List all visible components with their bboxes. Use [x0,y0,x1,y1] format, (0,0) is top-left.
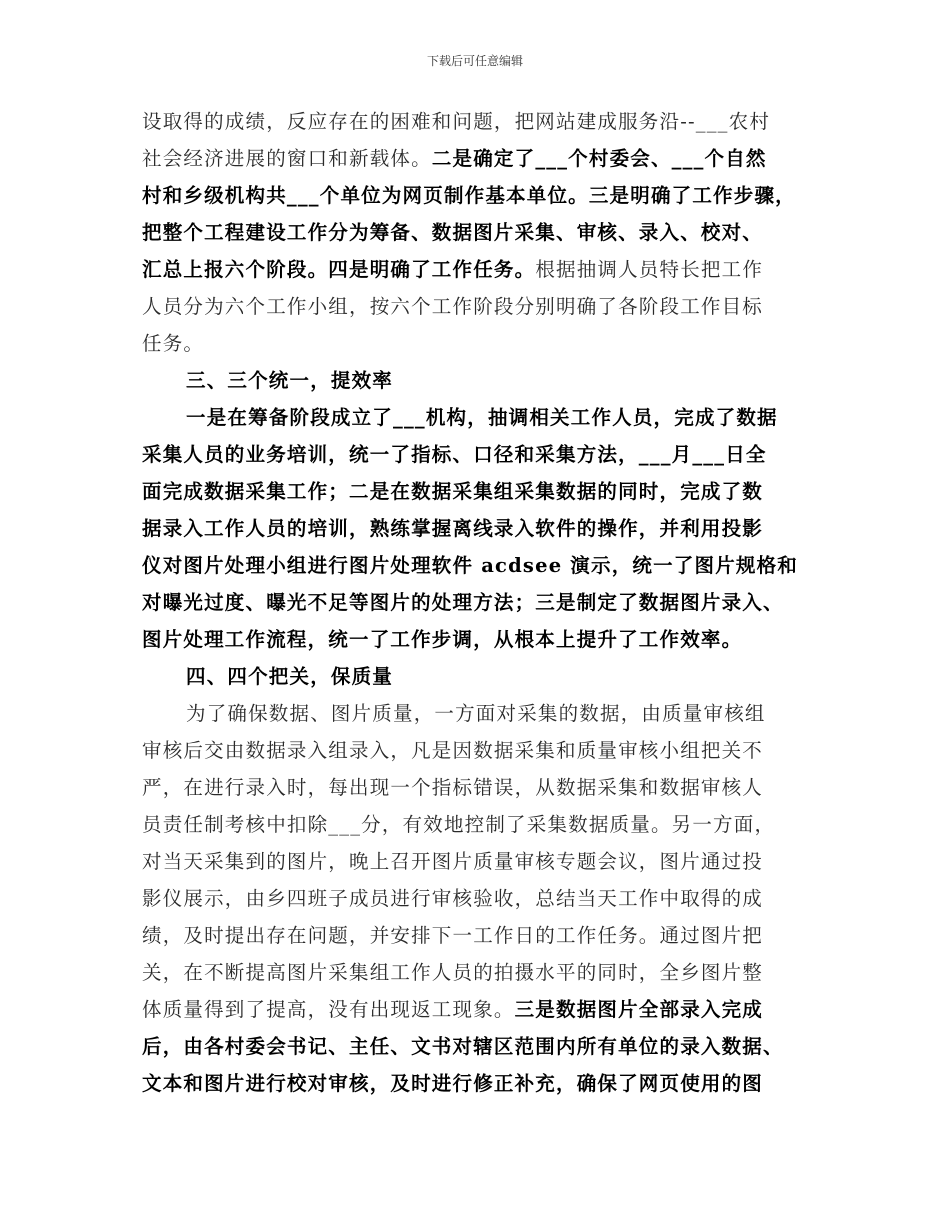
text-segment: 根据抽调人员特长把工作 [535,258,764,281]
bold-text-segment: 二是确定了___个村委会、___个自然 [431,147,767,170]
text-segment: 严，在进行录入时，每出现一个指标错误，从数据采集和数据审核人 [142,776,764,799]
text-segment: 员责任制考核中扣除___分，有效地控制了采集数据质量。另一方面， [142,813,776,836]
text-line [142,1028,822,1065]
text-segment: 设取得的成绩，反应存在的困难和问题，把网站建成服务沿--___农村 [142,110,771,133]
text-line [142,954,822,991]
bold-text-segment: 村和乡级机构共___个单位为网页制作基本单位。三是明确了工作步骤， [142,184,796,207]
text-segment: 为了确保数据、图片质量，一方面对采集的数据，由质量审核组 [186,702,766,725]
text-line [142,769,822,806]
text-line [142,547,822,584]
bold-text-segment: 三、三个统一，提效率 [186,369,394,392]
bold-text-segment: 把整个工程建设工作分为筹备、数据图片采集、审核、录入、校对、 [142,221,764,244]
bold-text-segment: 面完成数据采集工作；二是在数据采集组采集数据的同时，完成了数 [142,480,764,503]
text-line [142,806,822,843]
text-line [142,991,822,1028]
text-line [142,436,822,473]
text-segment: 影仪展示，由乡四班子成员进行审核验收，总结当天工作中取得的成 [142,887,764,910]
text-segment: 审核后交由数据录入组录入，凡是因数据采集和质量审核小组把关不 [142,739,764,762]
bold-text-segment: 对曝光过度、曝光不足等图片的处理方法；三是制定了数据图片录入、 [142,591,784,614]
bold-text-segment: 四、四个把关，保质量 [186,665,394,688]
text-line [142,843,822,880]
text-line [142,510,822,547]
page-header: 下载后可任意编辑 [426,54,523,68]
text-line [142,658,822,695]
text-line [142,103,822,140]
bold-text-segment: 仪对图片处理小组进行图片处理软件 acdsee 演示，统一了图片规格和 [142,554,799,577]
bold-text-segment: 据录入工作人员的培训，熟练掌握离线录入软件的操作，并利用投影 [142,517,764,540]
bold-text-segment: 汇总上报六个阶段。四是明确了工作任务。 [142,258,536,281]
text-line [142,325,822,362]
text-line [142,362,822,399]
text-line [142,621,822,658]
text-segment: 任务。 [142,332,205,355]
text-line [142,177,822,214]
text-line [142,695,822,732]
document-body [142,103,822,1102]
text-line [142,288,822,325]
bold-text-segment: 文本和图片进行校对审核，及时进行修正补充，确保了网页使用的图 [142,1072,764,1095]
text-line [142,214,822,251]
text-segment: 体质量得到了提高，没有出现返工现象。 [142,998,515,1021]
text-line [142,584,822,621]
bold-text-segment: 一是在筹备阶段成立了___机构，抽调相关工作人员，完成了数据 [186,406,778,429]
text-segment: 对当天采集到的图片，晚上召开图片质量审核专题会议，图片通过投 [142,850,764,873]
text-line [142,917,822,954]
text-line [142,140,822,177]
text-segment: 绩，及时提出存在问题，并安排下一工作日的工作任务。通过图片把 [142,924,764,947]
text-line [142,399,822,436]
text-line [142,251,822,288]
text-line [142,1065,822,1102]
bold-text-segment: 三是数据图片全部录入完成 [514,998,764,1021]
text-line [142,732,822,769]
bold-text-segment: 后，由各村委会书记、主任、文书对辖区范围内所有单位的录入数据、 [142,1035,784,1058]
text-segment: 关，在不断提高图片采集组工作人员的拍摄水平的同时，全乡图片整 [142,961,764,984]
bold-text-segment: 采集人员的业务培训，统一了指标、口径和采集方法，___月___日全 [142,443,767,466]
bold-text-segment: 图片处理工作流程，统一了工作步调，从根本上提升了工作效率。 [142,628,743,651]
text-line [142,473,822,510]
text-segment: 社会经济进展的窗口和新载体。 [142,147,432,170]
text-segment: 人员分为六个工作小组，按六个工作阶段分别明确了各阶段工作目标 [142,295,764,318]
text-line [142,880,822,917]
